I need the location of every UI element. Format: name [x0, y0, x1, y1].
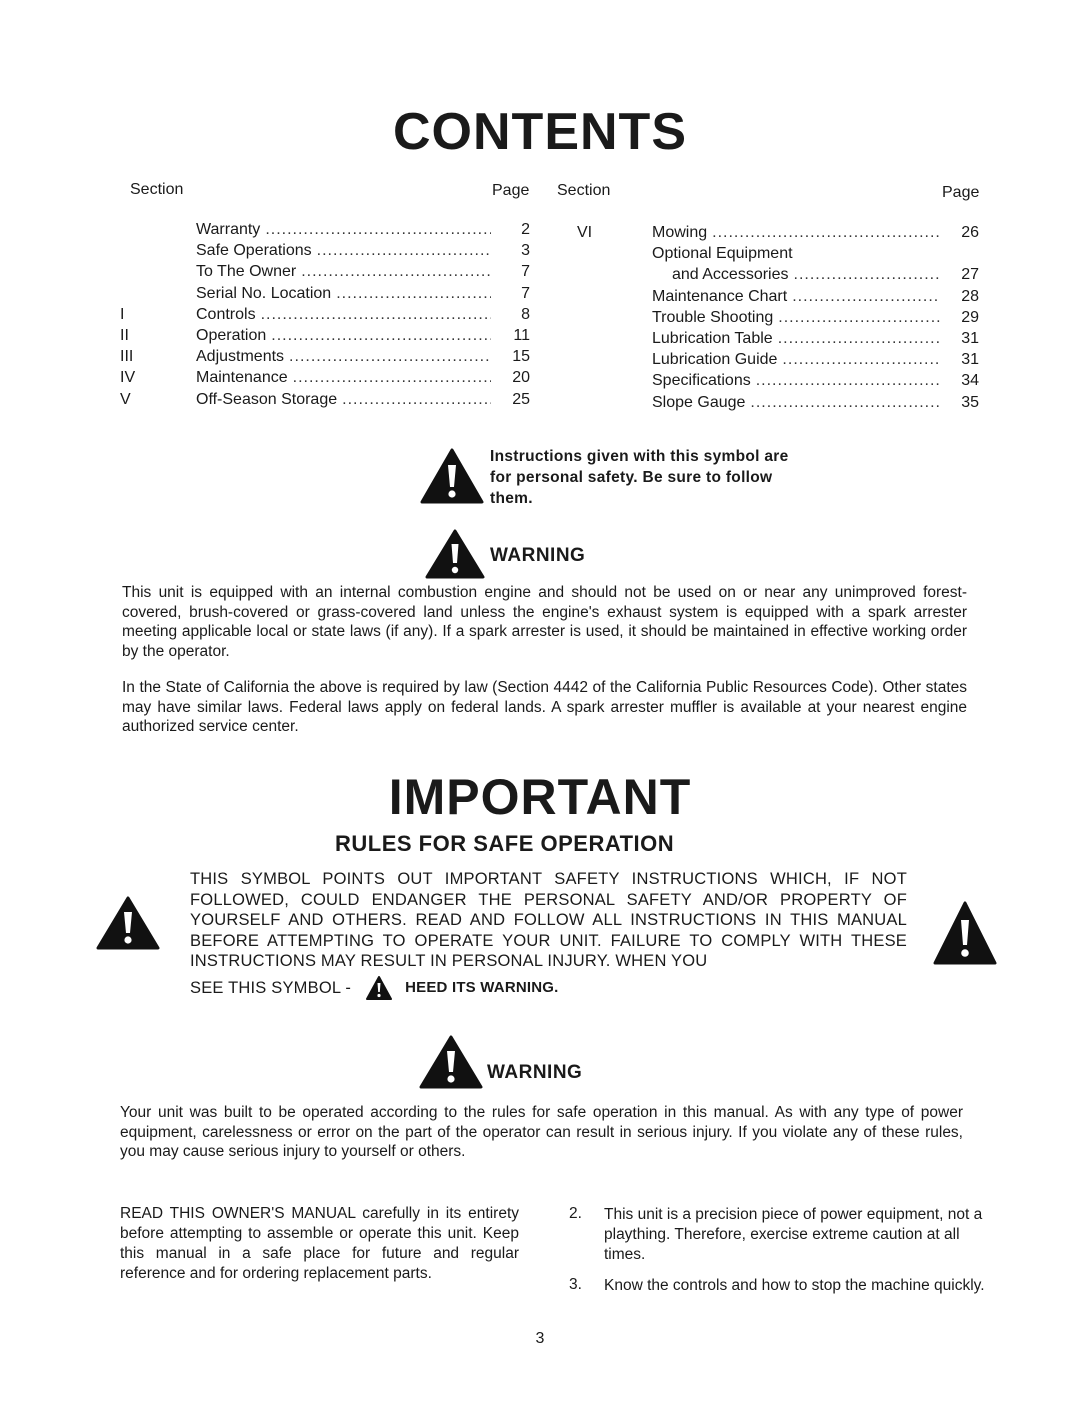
read-manual-paragraph: READ THIS OWNER'S MANUAL carefully in its entirety before attempting to assemble or operate this unit. Keep this manual in a safe place for future and regular reference and for ordering replacement parts.: [120, 1205, 519, 1282]
toc-left-title: Off-Season Storage: [196, 390, 338, 408]
toc-left-page: 25: [512, 390, 530, 408]
toc-right-page: 31: [961, 351, 979, 369]
toc-right-title: Lubrication Guide: [652, 351, 778, 369]
symbol-note-line: Instructions given with this symbol are: [490, 448, 789, 465]
toc-leader-dots: [336, 283, 491, 304]
toc-left-title: Serial No. Location: [196, 284, 332, 302]
warning-paragraph: This unit is equipped with an internal combustion engine and should not be used on or near any unimproved forest-covered, brush-covered or grass-covered land unless the engine's exhaust system is equipped with a spark arrester meeting applicable local or state laws (if any). If a spark arrester is used, it should be maintained in effective working order by the operator.: [122, 584, 967, 660]
toc-left-section: II: [120, 326, 129, 344]
toc-left-row: [120, 389, 530, 410]
list-item-number: 2.: [569, 1205, 582, 1222]
list-item: [569, 1205, 1001, 1265]
toc-leader-dots: [778, 307, 940, 328]
toc-left-row: [120, 240, 530, 261]
toc-right-section: VI: [577, 224, 593, 241]
warning-paragraph: Your unit was built to be operated according to the rules for safe operation in this manual. As with any type of power equipment, carelessness or error on the part of the operator can result in serious injury. If you violate any of these rules, you may cause serious injury to yourself or others.: [120, 1104, 963, 1160]
toc-leader-dots: [778, 328, 940, 349]
toc-right-row: [652, 370, 979, 391]
toc-right-row: [652, 222, 979, 243]
toc-left-title: Controls: [196, 305, 256, 323]
list-item-text: This unit is a precision piece of power equipment, not a plaything. Therefore, exercise extreme caution at all times.: [604, 1206, 983, 1263]
toc-right-title: Specifications: [652, 372, 751, 390]
toc-left-title: Maintenance: [196, 369, 288, 387]
important-title: IMPORTANT: [388, 769, 692, 825]
toc-right-row: [652, 243, 979, 264]
toc-header-section-right: Section: [557, 182, 611, 199]
toc-left-page: 11: [513, 326, 530, 344]
toc-right-title: Slope Gauge: [652, 393, 746, 411]
heed-its-warning: HEED ITS WARNING.: [405, 978, 559, 996]
toc-right-page: 31: [961, 329, 979, 347]
toc-leader-dots: [265, 219, 491, 240]
toc-right-page: 27: [961, 266, 979, 284]
toc-leader-dots: [261, 304, 491, 325]
list-item: [569, 1276, 1001, 1296]
warning-triangle-icon: [365, 975, 393, 1001]
toc-right-title: Lubrication Table: [652, 329, 773, 347]
warning-triangle-icon: [419, 447, 485, 505]
toc-right-title: Maintenance Chart: [652, 287, 788, 305]
toc-leader-dots: [271, 325, 491, 346]
symbol-note-line: them.: [490, 490, 533, 507]
toc-leader-dots: [712, 222, 940, 243]
toc-left-section: IV: [120, 369, 136, 387]
toc-left-row: [120, 346, 530, 367]
toc-left: [120, 219, 530, 410]
toc-right-row: [652, 307, 979, 328]
toc-right-page: 29: [961, 308, 979, 326]
toc-right-title: and Accessories: [672, 266, 789, 284]
toc-leader-dots: [794, 264, 940, 285]
toc-left-section: V: [120, 390, 131, 408]
toc-right-row: [652, 286, 979, 307]
toc-right-list: [652, 222, 979, 413]
warning-paragraph: In the State of California the above is required by law (Section 4442 of the California Public Resources Code). Other states may have similar laws. Federal laws apply on federal lands. A spark arrester muffler is available at your nearest engine authorized service center.: [122, 679, 967, 735]
toc-left-row: [120, 367, 530, 388]
toc-left-section: I: [120, 305, 125, 323]
toc-left-page: 2: [521, 221, 530, 238]
toc-left-title: Safe Operations: [196, 242, 312, 260]
toc-left-page: 7: [521, 284, 530, 302]
toc-right-title: Mowing: [652, 224, 708, 241]
toc-header-page-right: Page: [942, 184, 980, 201]
toc-left-page: 3: [521, 242, 530, 260]
toc-left-page: 7: [521, 263, 530, 281]
toc-right-row: [652, 349, 979, 370]
symbol-note-line: for personal safety. Be sure to follow: [490, 469, 773, 486]
toc-left-row: [120, 325, 530, 346]
toc-right-row: [652, 392, 979, 413]
toc-right-page: 35: [961, 393, 979, 411]
toc-leader-dots: [301, 261, 491, 282]
toc-left-title: To The Owner: [196, 263, 297, 281]
toc-right-page: 34: [961, 372, 979, 390]
symbol-heed-line: [190, 975, 907, 1001]
symbol-note: [490, 446, 850, 509]
toc-leader-dots: [750, 392, 940, 413]
list-item-text: Know the controls and how to stop the machine quickly.: [604, 1277, 985, 1294]
toc-leader-dots: [289, 346, 491, 367]
toc-left-title: Adjustments: [196, 348, 285, 366]
toc-leader-dots: [782, 349, 940, 370]
toc-left-title: Warranty: [196, 221, 261, 238]
toc-right-row: [652, 328, 979, 349]
toc-left-row: [120, 283, 530, 304]
warning-triangle-icon: [932, 900, 998, 966]
contents-title: CONTENTS: [393, 103, 687, 161]
toc-header-page-left: Page: [492, 182, 530, 199]
toc-left-title: Operation: [196, 326, 267, 344]
toc-left-page: 20: [512, 369, 530, 387]
toc-left-row: [120, 304, 530, 325]
warning-triangle-icon: [418, 1034, 484, 1090]
warning-heading: WARNING: [490, 545, 586, 566]
toc-left-row: [120, 261, 530, 282]
toc-right-row: [652, 264, 979, 285]
list-item-number: 3.: [569, 1276, 582, 1293]
toc-leader-dots: [342, 389, 491, 410]
toc-left-page: 8: [521, 305, 530, 323]
toc-right-page: 28: [961, 287, 979, 305]
rules-title: RULES FOR SAFE OPERATION: [335, 831, 675, 856]
toc-left-section: III: [120, 348, 134, 366]
toc-right-title: Trouble Shooting: [652, 308, 774, 326]
warning-triangle-icon: [424, 528, 486, 580]
see-this-symbol: SEE THIS SYMBOL -: [190, 978, 352, 997]
toc-leader-dots: [317, 240, 491, 261]
toc-right-page: 26: [961, 224, 979, 241]
toc-leader-dots: [756, 370, 940, 391]
numbered-list: [569, 1205, 1001, 1296]
warning-triangle-icon: [95, 895, 161, 951]
toc-header-section-left: Section: [130, 181, 184, 198]
toc-left-row: [120, 219, 530, 240]
symbol-instructions: THIS SYMBOL POINTS OUT IMPORTANT SAFETY INSTRUCTIONS WHICH, IF NOT FOLLOWED, COULD ENDANGER THE PERSONAL SAFETY AND/OR PROPERTY OF YOURSELF AND OTHERS. READ AND FOLLOW ALL INSTRUCTIONS IN THIS MANUAL BEFORE ATTEMPTING TO OPERATE YOUR UNIT. FAILURE TO COMPLY WITH THESE INSTRUCTIONS MAY RESULT IN PERSONAL INJURY. WHEN YOU: [190, 870, 907, 970]
toc-left-page: 15: [512, 348, 530, 366]
toc-leader-dots: [293, 367, 491, 388]
warning-heading: WARNING: [487, 1062, 583, 1083]
page-number: 3: [535, 1330, 545, 1347]
toc-right-title: Optional Equipment: [652, 245, 793, 263]
toc-leader-dots: [792, 286, 940, 307]
